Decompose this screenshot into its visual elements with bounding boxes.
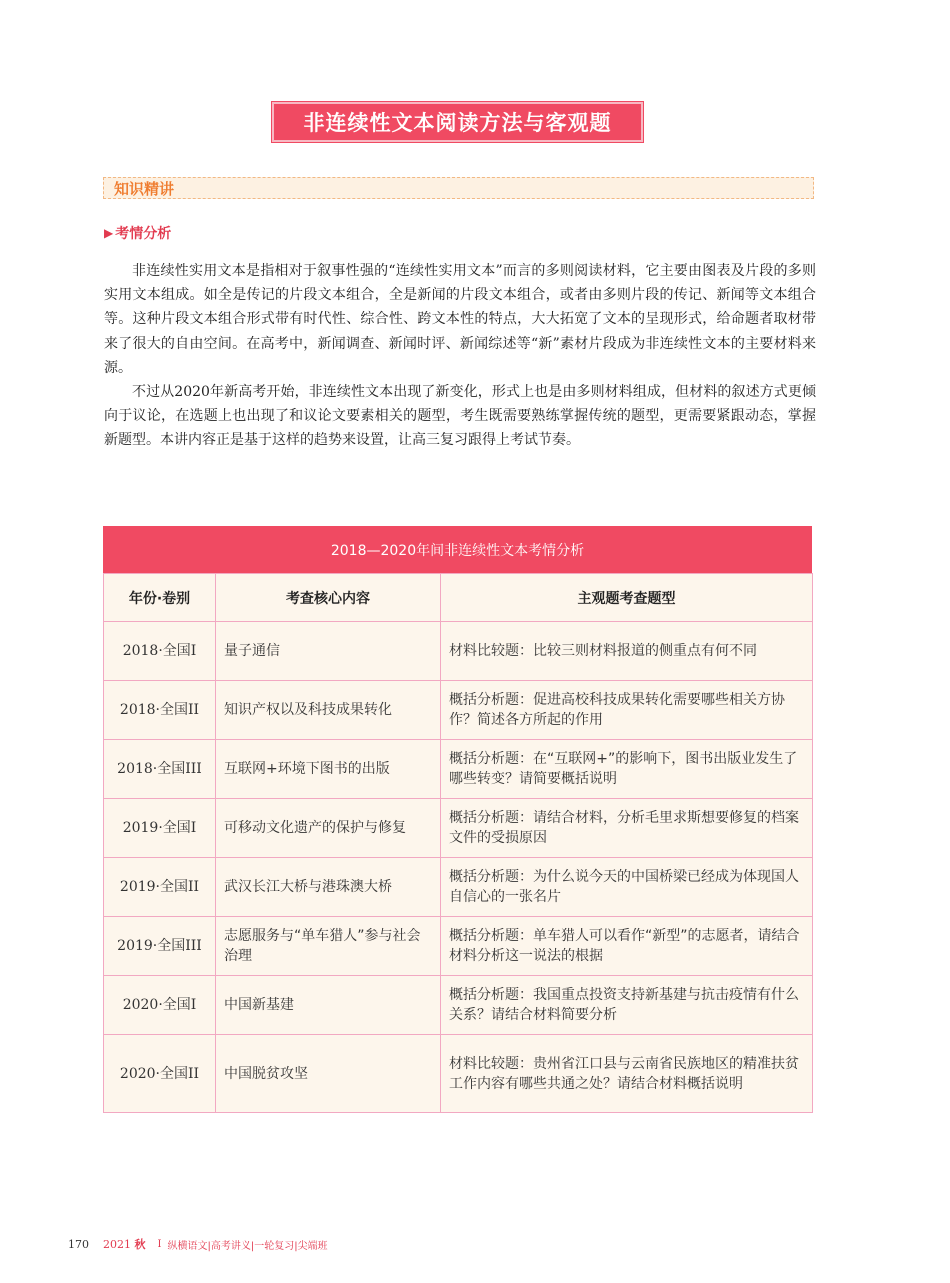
table-row — [104, 976, 813, 1035]
year-cell: 2019·全国II — [104, 858, 216, 917]
body-text — [104, 259, 816, 453]
content-cell: 知识产权以及科技成果转化 — [216, 681, 441, 740]
year-cell: 2018·全国I — [104, 622, 216, 681]
page-footer — [68, 1236, 328, 1252]
question-cell: 概括分析题：为什么说今天的中国桥梁已经成为体现国人自信心的一张名片 — [441, 858, 813, 917]
table-row — [104, 858, 813, 917]
content-cell: 武汉长江大桥与港珠澳大桥 — [216, 858, 441, 917]
table-caption: 2018—2020年间非连续性文本考情分析 — [103, 526, 812, 573]
section-label: 知识精讲 — [114, 179, 175, 198]
footer-book-title: 纵横语文|高考讲义|一轮复习|尖端班 — [167, 1240, 328, 1252]
subheading-label: 考情分析 — [115, 226, 172, 242]
year-cell: 2018·全国II — [104, 681, 216, 740]
year-cell: 2020·全国I — [104, 976, 216, 1035]
section-bar — [103, 177, 814, 199]
paragraph: 不过从2020年新高考开始，非连续性文本出现了新变化，形式上也是由多则材料组成，但材料的叙述方式更倾向于议论，在选题上也出现了和议论文要素相关的题型，考生既需要熟练掌握传统的题型，更需要紧跟动态，掌握新题型。本讲内容正是基于这样的趋势来设置，让高三复习跟得上考试节奏。 — [104, 384, 816, 449]
column-header: 考查核心内容 — [216, 574, 441, 622]
table-row — [104, 1035, 813, 1113]
content-cell: 中国脱贫攻坚 — [216, 1035, 441, 1113]
page-title-banner — [274, 104, 641, 140]
column-header: 主观题考查题型 — [441, 574, 813, 622]
question-cell: 概括分析题：单车猎人可以看作“新型”的志愿者，请结合材料分析这一说法的根据 — [441, 917, 813, 976]
column-header: 年份·卷别 — [104, 574, 216, 622]
footer-year — [103, 1236, 146, 1252]
year-cell: 2018·全国III — [104, 740, 216, 799]
question-cell: 概括分析题：促进高校科技成果转化需要哪些相关方协作？简述各方所起的作用 — [441, 681, 813, 740]
analysis-table — [103, 526, 812, 1113]
page-number: 170 — [68, 1237, 89, 1251]
page-title: 非连续性文本阅读方法与客观题 — [303, 111, 612, 135]
table — [103, 573, 813, 1113]
content-cell: 中国新基建 — [216, 976, 441, 1035]
content-cell: 互联网+环境下图书的出版 — [216, 740, 441, 799]
content-cell: 志愿服务与“单车猎人”参与社会治理 — [216, 917, 441, 976]
table-row — [104, 681, 813, 740]
table-row — [104, 622, 813, 681]
footer-season: 秋 — [134, 1238, 146, 1251]
table-row — [104, 917, 813, 976]
table-row — [104, 740, 813, 799]
question-cell: 概括分析题：我国重点投资支持新基建与抗击疫情有什么关系？请结合材料简要分析 — [441, 976, 813, 1035]
footer-separator: I — [157, 1238, 162, 1250]
triangle-marker-icon: ▶ — [104, 226, 114, 240]
question-cell: 材料比较题：贵州省江口县与云南省民族地区的精准扶贫工作内容有哪些共通之处？请结合材料概括说明 — [441, 1035, 813, 1113]
year-cell: 2019·全国III — [104, 917, 216, 976]
year-cell: 2020·全国II — [104, 1035, 216, 1113]
year-cell: 2019·全国I — [104, 799, 216, 858]
question-cell: 材料比较题：比较三则材料报道的侧重点有何不同 — [441, 622, 813, 681]
content-cell: 量子通信 — [216, 622, 441, 681]
footer-year-number: 2021 — [103, 1238, 131, 1251]
subheading — [104, 223, 171, 243]
table-header-row — [104, 574, 813, 622]
question-cell: 概括分析题：请结合材料，分析毛里求斯想要修复的档案文件的受损原因 — [441, 799, 813, 858]
question-cell: 概括分析题：在“互联网+”的影响下，图书出版业发生了哪些转变？请简要概括说明 — [441, 740, 813, 799]
content-cell: 可移动文化遗产的保护与修复 — [216, 799, 441, 858]
table-row — [104, 799, 813, 858]
paragraph: 非连续性实用文本是指相对于叙事性强的“连续性实用文本”而言的多则阅读材料，它主要由图表及片段的多则实用文本组成。如全是传记的片段文本组合，全是新闻的片段文本组合，或者由多则片段的传记、新闻等文本组合等。这种片段文本组合形式带有时代性、综合性、跨文本性的特点，大大拓宽了文本的呈现形式，给命题者取材带来了很大的自由空间。在高考中，新闻调查、新闻时评、新闻综述等“新”素材片段成为非连续性文本的主要材料来源。 — [104, 263, 816, 376]
